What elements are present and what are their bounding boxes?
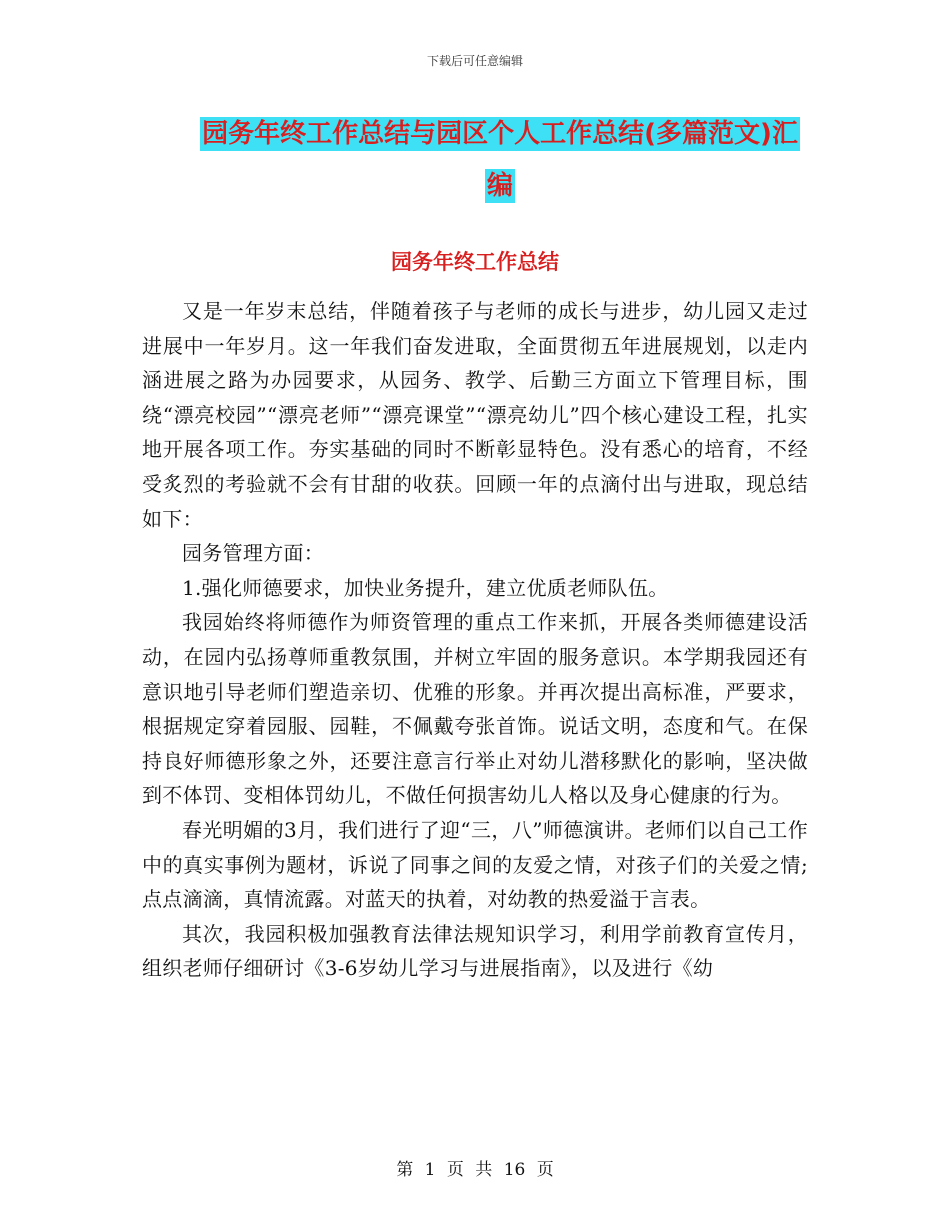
paragraph-item-1: 1.强化师德要求，加快业务提升，建立优质老师队伍。 — [182, 575, 669, 600]
paragraph-speech: 春光明媚的3月，我们进行了迎“三，八”师德演讲。老师们以自己工作中的真实事例为题材，诉说了同事之间的友爱之情，对孩子们的关爱之情;点点滴滴，真情流露。对蓝天的执着，对幼教的热爱溢于言表。 — [142, 817, 808, 912]
document-title-highlight: 园务年终工作总结与园区个人工作总结(多篇范文)汇编 — [202, 119, 798, 201]
document-body — [142, 294, 808, 986]
section-title: 园务年终工作总结 — [391, 250, 559, 274]
page-indicator: 第 1 页 共 16 页 — [396, 1160, 554, 1180]
paragraph-heading-management: 园务管理方面： — [182, 541, 325, 566]
document-title — [190, 108, 810, 212]
paragraph-intro: 又是一年岁末总结，伴随着孩子与老师的成长与进步，幼儿园又走过进展中一年岁月。这一年我们奋发进取，全面贯彻五年进展规划，以走内涵进展之路为办园要求，从园务、教学、后勤三方面立下管理目标，围绕“漂亮校园”“漂亮老师”“漂亮课堂”“漂亮幼儿”四个核心建设工程，扎实地开展各项工作。夯实基础的同时不断彰显特色。没有悉心的培育，不经受炙烈的考验就不会有甘甜的收获。回顾一年的点滴付出与进取，现总结如下： — [142, 299, 808, 531]
paragraph-ethics: 我园始终将师德作为师资管理的重点工作来抓，开展各类师德建设活动，在园内弘扬尊师重教氛围，并树立牢固的服务意识。本学期我园还有意识地引导老师们塑造亲切、优雅的形象。并再次提出高标准，严要求，根据规定穿着园服、园鞋，不佩戴夸张首饰。说话文明，态度和气。在保持良好师德形象之外，还要注意言行举止对幼儿潜移默化的影响，坚决做到不体罚、变相体罚幼儿，不做任何损害幼儿人格以及身心健康的行为。 — [142, 610, 808, 808]
paragraph-law-study: 其次，我园积极加强教育法律法规知识学习，利用学前教育宣传月，组织老师仔细研讨《3-6岁幼儿学习与进展指南》，以及进行《幼 — [142, 921, 808, 981]
header-note: 下载后可任意编辑 — [426, 54, 523, 68]
